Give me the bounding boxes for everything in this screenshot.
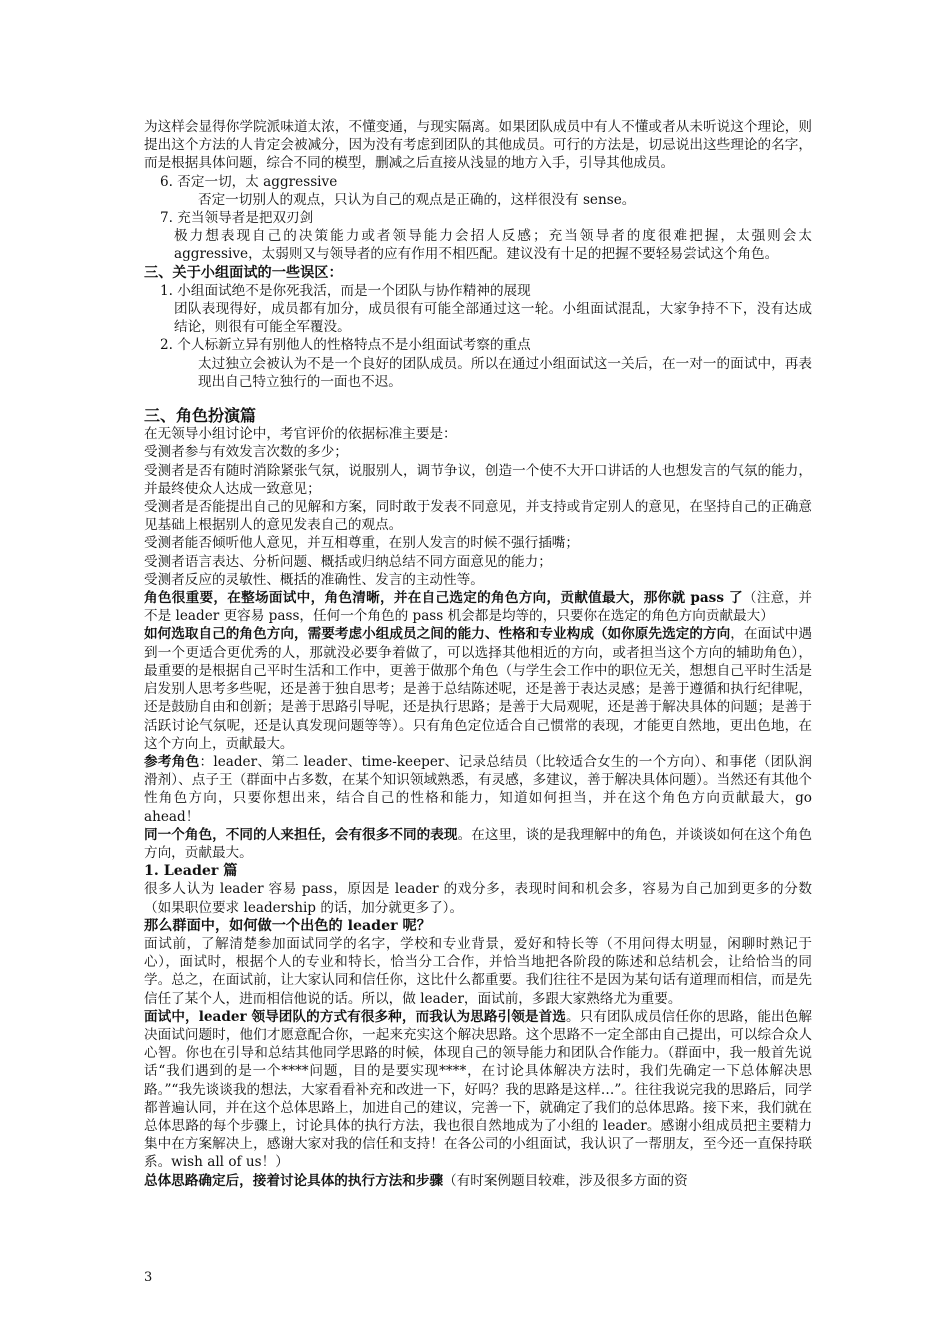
paragraph-p2: 6. 否定一切，太 aggressive: [160, 173, 338, 190]
paragraph-p14: 受测者是否有随时消除紧张气氛，说服别人，调节争议，创造一个使不大开口讲话的人也想发言的气氛的能力，并最终使众人达成一致意见；: [144, 462, 812, 497]
paragraph-p13: 受测者参与有效发言次数的多少；: [144, 444, 348, 461]
section-heading-p11: 三、角色扮演篇: [144, 406, 257, 426]
bold-lead: 面试中，leader 领导团队的方式有很多种，而我认为思路引领是首选: [144, 1008, 566, 1025]
paragraph-p10: 太过独立会被认为不是一个良好的团队成员。所以在通过小组面试这一关后，在一对一的面试中，再表现出自己特立独行的一面也不迟。: [198, 355, 812, 390]
paragraph-p21: [144, 753, 812, 826]
paragraph-p15: 受测者是否能提出自己的见解和方案，同时敢于发表不同意见，并支持或肯定别人的意见，在坚持自己的正确意见基础上根据别人的意见发表自己的观点。: [144, 499, 812, 534]
bold-lead: 参考角色: [144, 753, 200, 770]
paragraph-p7: 1. 小组面试绝不是你死我活，而是一个团队与协作精神的展现: [160, 282, 531, 299]
paragraph-p17: 受测者语言表达、分析问题、概括或归纳总结不同方面意见的能力；: [144, 553, 552, 570]
paragraph-text: （注意，并不是 leader 更容易 pass，任何一个角色的 pass 机会都是均等的，只要你在选定的角色方向贡献最大）: [144, 590, 812, 625]
bold-lead: 角色很重要，在整场面试中，角色清晰，并在自己选定的角色方向，贡献值最大，那你就 pass 了: [144, 590, 743, 607]
paragraph-text: ：leader、第二 leader、time-keeper、记录总结员（比较适合女生的一个方向）、和事佬（团队润滑剂）、点子王（群面中占多数，在某个知识领域熟悉，有灵感，多建议，善于解决具体问题）。当然还有其他个性角色方向，只要你想出来，结合自己的性格和能力，知道如何担当，并在这个角色方向贡献最大，go ahead！: [144, 753, 813, 825]
paragraph-p5: 极力想表现自己的决策能力或者领导能力会招人反感；充当领导者的度很难把握，太强则会太 aggressive，太弱则又与领导者的应有作用不相匹配。建议没有十足的把握不要轻易尝试这个角色。: [174, 228, 812, 263]
paragraph-p26: 面试前，了解清楚参加面试同学的名字，学校和专业背景，爱好和特长等（不用问得太明显，闲聊时熟记于心），面试时，根据个人的专业和特长，恰当分工合作，并恰当地把各阶段的陈述和总结机会，让给恰当的同学。总之，在面试前，让大家认同和信任你，这比什么都重要。我们往往不是因为某句话有道理而相信，而是先信任了某个人，进而相信他说的话。所以，做 leader，面试前，多跟大家熟络尤为重要。: [144, 935, 812, 1007]
paragraph-p12: 在无领导小组讨论中，考官评价的依据标准主要是：: [144, 426, 457, 443]
page-number: 3: [144, 1270, 153, 1285]
paragraph-p4: 7. 充当领导者是把双刃剑: [160, 210, 314, 227]
paragraph-p27: [144, 1008, 812, 1172]
paragraph-p19: [144, 589, 812, 625]
paragraph-p28: [144, 1172, 812, 1190]
paragraph-p18: 受测者反应的灵敏性、概括的准确性、发言的主动性等。: [144, 571, 484, 588]
paragraph-text: （有时案例题目较难，涉及很多方面的资: [443, 1172, 688, 1189]
section-heading-p25: 那么群面中，如何做一个出色的 leader 呢？: [144, 917, 431, 934]
paragraph-p3: 否定一切别人的观点，只认为自己的观点是正确的，这样很没有 sense。: [198, 191, 636, 208]
section-heading-p6: 三、关于小组面试的一些误区：: [144, 264, 343, 281]
paragraph-p9: 2. 个人标新立异有别他人的性格特点不是小组面试考察的重点: [160, 337, 531, 354]
section-heading-p23: 1. Leader 篇: [144, 863, 238, 880]
paragraph-text: ，在面试中遇到一个更适合更优秀的人，那就没必要争着做了，可以选择其他相近的方向，或者担当这个方向的辅助角色），最重要的是根据自己平时生活和工作中，更善于做那个角色（与学生会工作中的职位无关，想想自己平时生活是启发别人思考多些呢，还是善于独自思考；是善于总结陈述呢，还是善于表达灵感；是善于遵循和执行纪律呢，还是鼓励自由和创新；是善于思路引导呢，还是执行思路；是善于大局观呢，还是善于解决具体的问题；是善于活跃讨论气氛呢，还是认真发现问题等等）。只有角色定位适合自己惯常的表现，才能更自然地，更出色地，在这个方向上，贡献最大。: [144, 626, 813, 752]
bold-lead: 如何选取自己的角色方向，需要考虑小组成员之间的能力、性格和专业构成（如你原先选定的方向: [144, 626, 731, 643]
paragraph-p1: 为这样会显得你学院派味道太浓，不懂变通，与现实隔离。如果团队成员中有人不懂或者从未听说这个理论，则提出这个方法的人肯定会被减分，因为没有考虑到团队的其他成员。可行的方法是，切忌说出这些理论的名字，而是根据具体问题，综合不同的模型，删减之后直接从浅显的地方入手，引导其他成员。: [144, 119, 812, 172]
paragraph-text: 。只有团队成员信任你的思路，能出色解决面试问题时，他们才愿意配合你，一起来充实这个解决思路。这个思路不一定全部由自己提出，可以综合众人心智。你也在引导和总结其他同学思路的时候，体现自己的领导能力和团队合作能力。（群面中，我一般首先说话“我们遇到的是一个****问题，目的是要实现****，在讨论具体解决方法时，我们先确定一下总体解决思路。”“我先谈谈我的想法，大家看看补充和改进一下，好吗？我的思路是这样…”。往往我说完我的思路后，同学都普遍认同，并在这个总体思路上，加进自己的建议，完善一下，就确定了我们的总体思路。接下来，我们就在总体思路的每个步骤上，讨论具体的执行方法，我也很自然地成为了小组的 leader。感谢小组成员把主要精力集中在方案解决上，感谢大家对我的信任和支持！在各公司的小组面试，我认识了一帮朋友，至今还一直保持联系。wish all of us！）: [144, 1008, 813, 1171]
bold-lead: 同一个角色，不同的人来担任，会有很多不同的表现: [144, 826, 458, 843]
paragraph-p16: 受测者能否倾听他人意见，并互相尊重，在别人发言的时候不强行插嘴；: [144, 535, 579, 552]
document-body: [144, 118, 812, 1190]
paragraph-p24: 很多人认为 leader 容易 pass，原因是 leader 的戏分多，表现时间和机会多，容易为自己加到更多的分数（如果职位要求 leadership 的话，加分就更多了）。: [144, 881, 812, 916]
paragraph-p22: [144, 826, 812, 862]
bold-lead: 总体思路确定后，接着讨论具体的执行方法和步骤: [144, 1172, 444, 1189]
paragraph-text: 。在这里，谈的是我理解中的角色，并谈谈如何在这个角色方向，贡献最大。: [144, 826, 813, 861]
paragraph-p8: 团队表现得好，成员都有加分，成员很有可能全部通过这一轮。小组面试混乱，大家争持不下，没有达成结论，则很有可能全军覆没。: [174, 301, 812, 336]
paragraph-p20: [144, 625, 812, 752]
